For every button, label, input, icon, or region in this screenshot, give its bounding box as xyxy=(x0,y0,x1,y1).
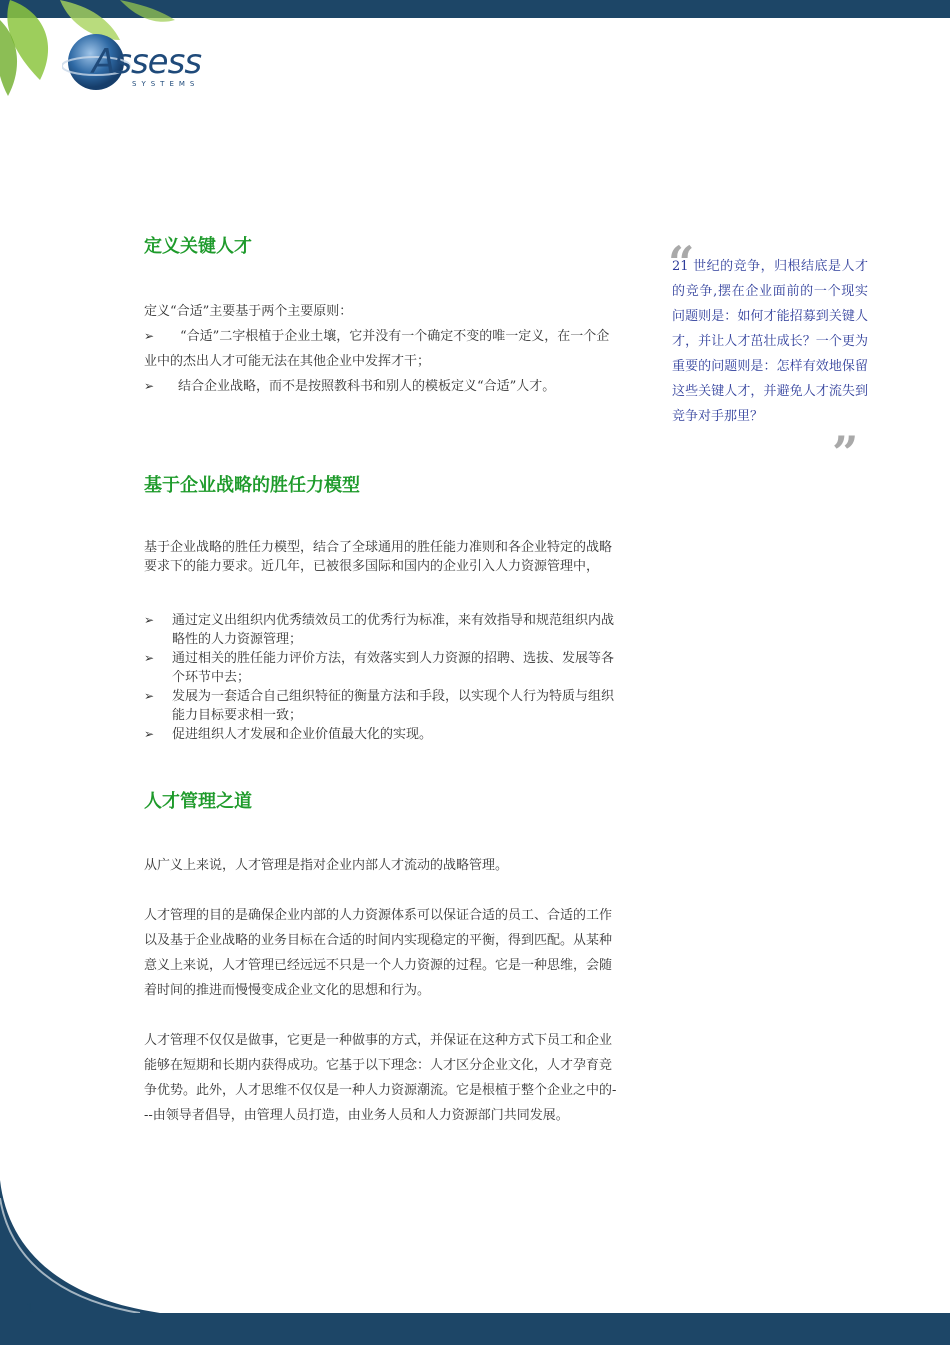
section3-paragraph: 人才管理不仅仅是做事，它更是一种做事的方式，并保证在这种方式下员工和企业能够在短期和长期内获得成功。它基于以下理念：人才区分企业文化，人才孕育竞争优势。此外，人才思维不仅仅是一种人力资源潮流。它是根植于整个企业之中的---由领导者倡导，由管理人员打造，由业务人员和人力资源部门共同发展。 xyxy=(144,1033,617,1123)
section1-body xyxy=(144,299,619,399)
corner-swoosh-decoration xyxy=(0,1180,160,1313)
bottom-footer-band xyxy=(0,1313,950,1345)
list-item: ➢ 促进组织人才发展和企业价值最大化的实现。 xyxy=(144,727,433,742)
assess-logo xyxy=(62,26,222,96)
section3-paragraph: 从广义上来说，人才管理是指对企业内部人才流动的战略管理。 xyxy=(144,858,509,873)
open-quote-icon: “ xyxy=(668,236,695,290)
list-item: ➢ 通过相关的胜任能力评价方法，有效落实到人力资源的招聘、选拔、发展等各个环节中去； xyxy=(144,651,615,685)
list-item: ➢ “合适”二字根植于企业土壤，它并没有一个确定不变的唯一定义，在一个企业中的杰出人才可能无法在其他企业中发挥才干； xyxy=(144,324,619,374)
list-item: ➢ 通过定义出组织内优秀绩效员工的优秀行为标准，来有效指导和规范组织内战略性的人力资源管理； xyxy=(144,613,615,647)
logo-subtext: SYSTEMS xyxy=(132,80,200,88)
bullet-arrow-icon: ➢ xyxy=(144,651,155,665)
section-heading-competency-model: 基于企业战略的胜任力模型 xyxy=(144,475,360,496)
bullet-arrow-icon: ➢ xyxy=(144,727,155,741)
section3-paragraph: 人才管理的目的是确保企业内部的人力资源体系可以保证合适的员工、合适的工作以及基于企业战略的业务目标在合适的时间内实现稳定的平衡，得到匹配。从某种意义上来说，人才管理已经远远不只是一个人力资源的过程。它是一种思维，会随着时间的推进而慢慢变成企业文化的思想和行为。 xyxy=(144,908,613,998)
section-heading-talent-management: 人才管理之道 xyxy=(144,791,252,812)
page-number: 1 xyxy=(26,1302,35,1317)
list-item: ➢ 结合企业战略，而不是按照教科书和别人的模板定义“合适”人才。 xyxy=(144,374,619,399)
bullet-arrow-icon: ➢ xyxy=(144,613,155,627)
close-quote-icon: ” xyxy=(832,426,859,480)
section-heading-key-talent: 定义关键人才 xyxy=(144,236,252,257)
logo-wordmark: Assess xyxy=(92,42,202,82)
section2-intro: 基于企业战略的胜任力模型，结合了全球通用的胜任能力准则和各企业特定的战略要求下的能力要求。近几年，已被很多国际和国内的企业引入人力资源管理中， xyxy=(144,540,613,574)
bullet-arrow-icon: ➢ xyxy=(144,689,155,703)
bullet-arrow-icon: ➢ xyxy=(144,379,155,393)
list-item: ➢ 发展为一套适合自己组织特征的衡量方法和手段，以实现个人行为特质与组织能力目标要求相一致； xyxy=(144,689,615,723)
section2-list xyxy=(144,611,619,744)
bullet-arrow-icon: ➢ xyxy=(144,329,155,343)
section1-intro: 定义“合适”主要基于两个主要原则： xyxy=(144,304,353,319)
pull-quote: 21 世纪的竞争，归根结底是人才的竞争,摆在企业面前的一个现实问题则是：如何才能招募到关键人才，并让人才茁壮成长？一个更为重要的问题则是：怎样有效地保留这些关键人才，并避免人才流失到竞争对手那里？ xyxy=(672,259,868,424)
